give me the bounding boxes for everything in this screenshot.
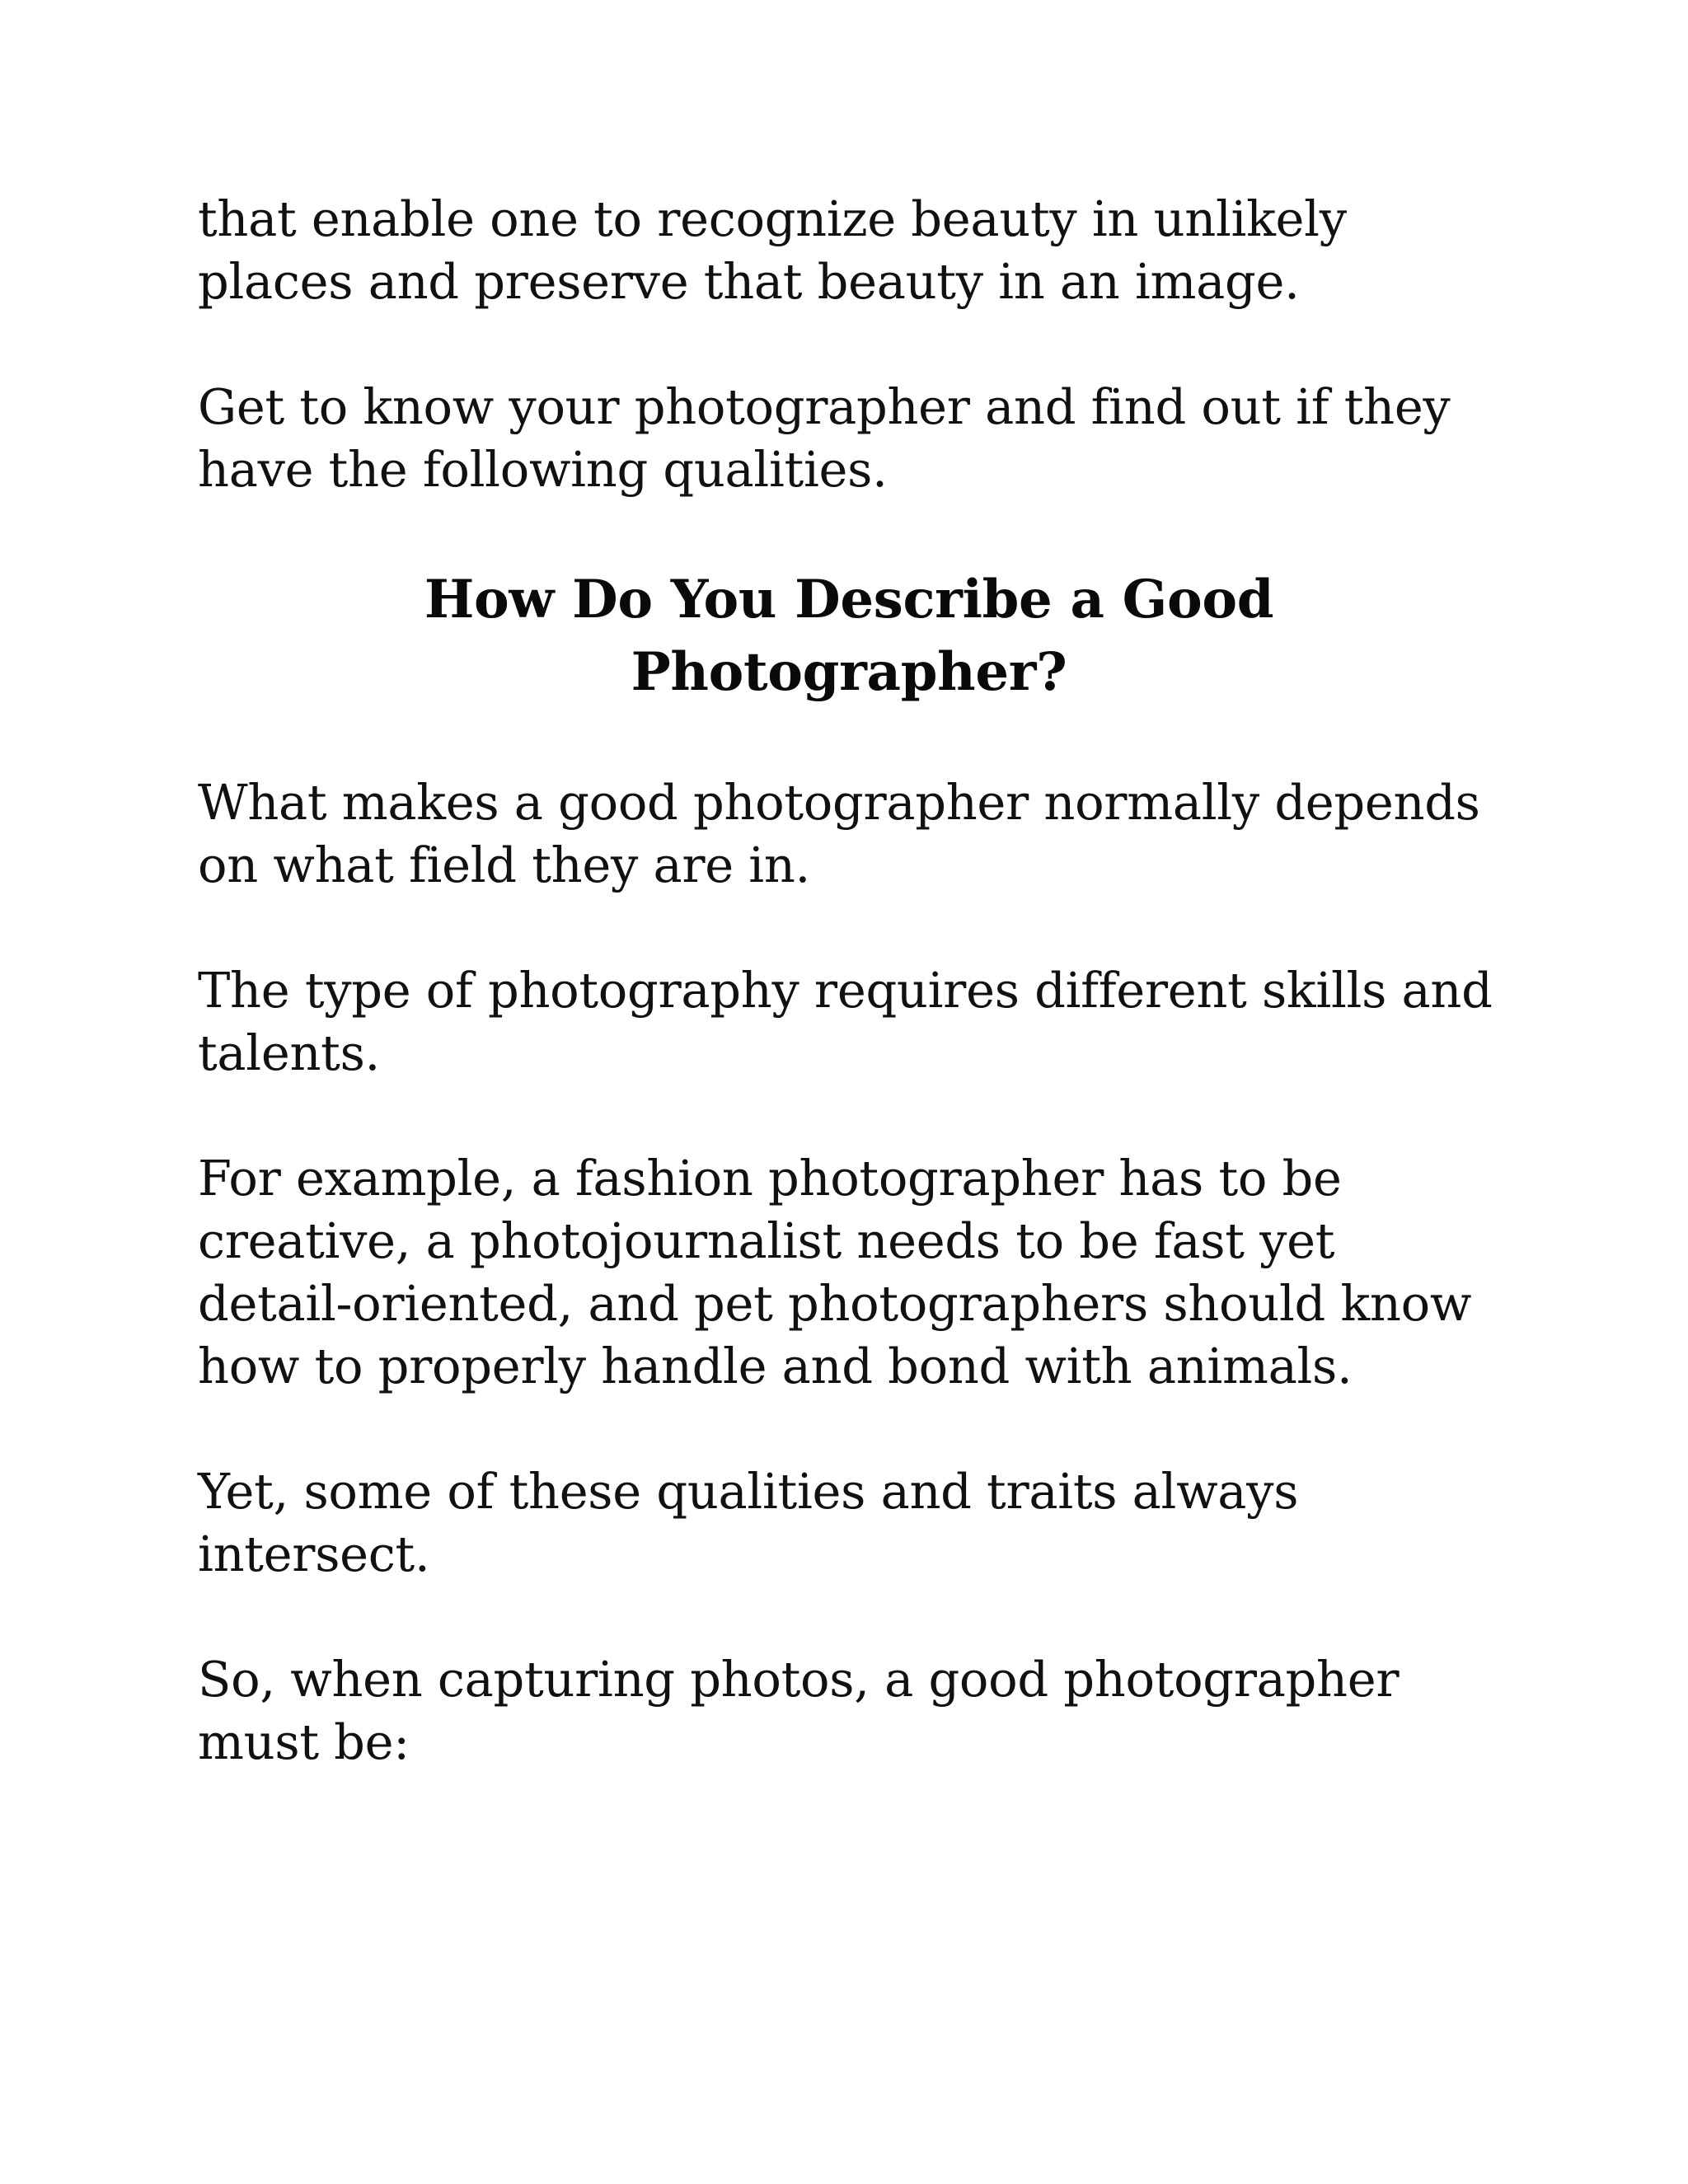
document-body [198, 188, 1500, 1836]
paragraph-different-skills: The type of photography requires different skills and talents. [198, 962, 1493, 1081]
paragraph-must-be: So, when capturing photos, a good photographer must be: [198, 1651, 1400, 1770]
paragraph-get-to-know: Get to know your photographer and find out if they have the following qualities. [198, 378, 1451, 498]
paragraph-intersect: Yet, some of these qualities and traits always intersect. [198, 1463, 1299, 1582]
section-heading-line-1: How Do You Describe a Good [424, 569, 1274, 630]
paragraph-examples: For example, a fashion photographer has to be creative, a photojournalist needs to be fast yet detail-oriented, and pet photographers should know how to properly handle and bond with animals. [198, 1150, 1472, 1394]
paragraph-depends-on-field: What makes a good photographer normally depends on what field they are in. [198, 774, 1480, 893]
paragraph-beauty: that enable one to recognize beauty in unlikely places and preserve that beauty in an image. [198, 190, 1347, 310]
section-heading [198, 564, 1500, 709]
section-heading-line-2: Photographer? [631, 641, 1067, 703]
